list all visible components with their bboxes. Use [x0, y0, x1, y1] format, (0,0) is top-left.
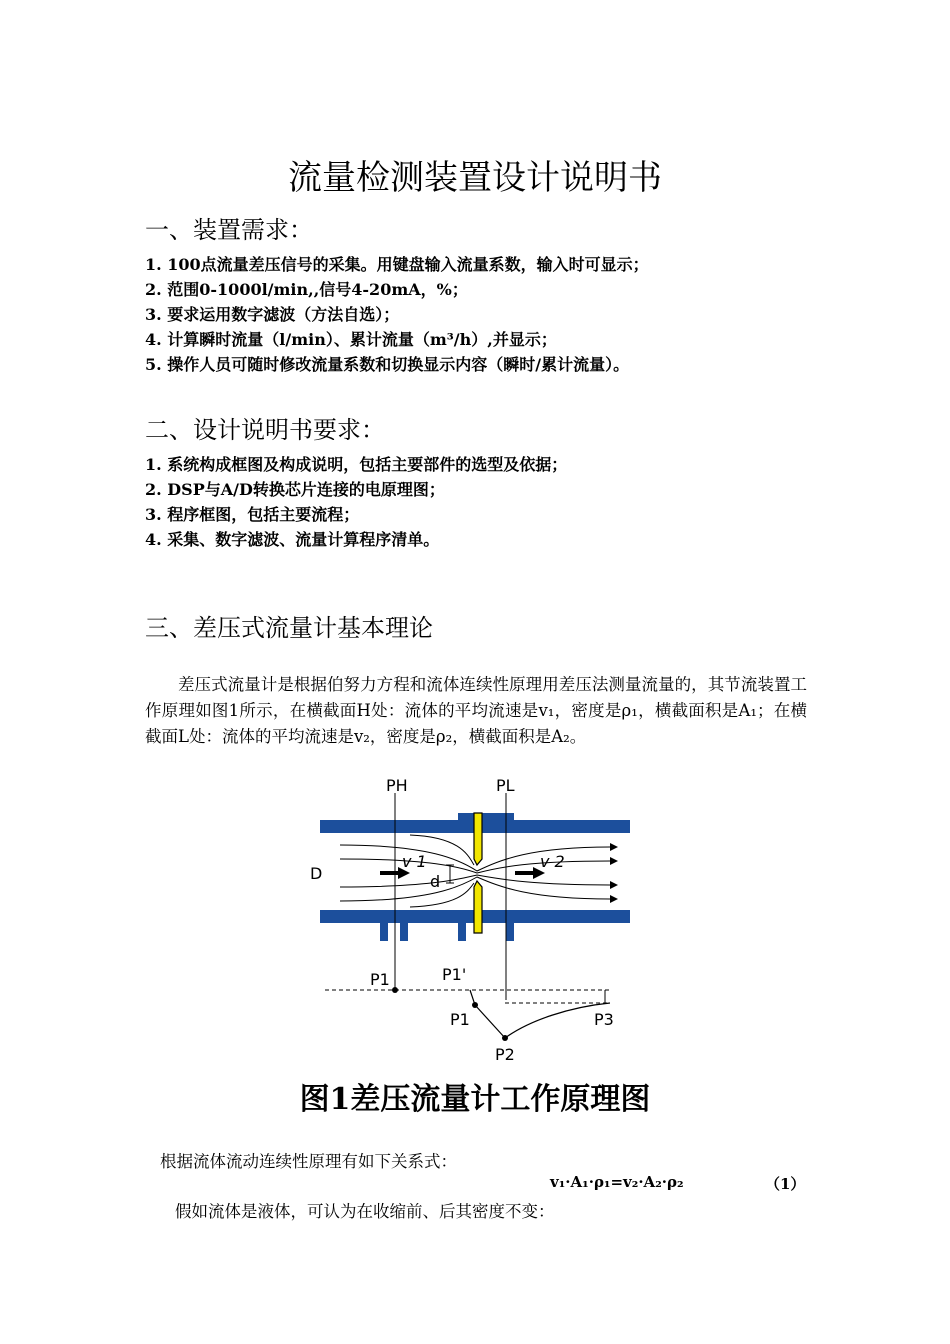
theory-paragraph: 差压式流量计是根据伯努力方程和流体连续性原理用差压法测量流量的，其节流装置工作原理如图1所示，在横截面H处：流体的平均流速是v₁，密度是ρ₁，横截面积是A₁；在横截面L处：流体的平均流速是v₂，密度是ρ₂，横截面积是A₂。 [145, 675, 807, 746]
label-v1: v 1 [402, 852, 427, 871]
liquid-assumption: 假如流体是液体，可认为在收缩前、后其密度不变： [175, 1202, 555, 1221]
spec-item: 2. DSP与A/D转换芯片连接的电原理图； [145, 480, 445, 499]
tap-left-2 [400, 923, 408, 941]
pressure-curve [470, 990, 610, 1038]
section-heading-theory: 三、差压式流量计基本理论 [145, 614, 433, 642]
flow-arrowheads [610, 843, 618, 903]
page-title: 流量检测装置设计说明书 [288, 158, 662, 198]
spec-item: 4. 采集、数字滤波、流量计算程序清单。 [145, 530, 440, 549]
formula-number: （1） [765, 1175, 806, 1193]
requirement-item: 1. 100点流量差压信号的采集。用键盘输入流量系数，输入时可显示； [145, 255, 649, 274]
label-p1-lower: P1 [450, 1010, 470, 1029]
continuity-intro: 根据流体流动连续性原理有如下关系式： [160, 1152, 457, 1171]
label-v2: v 2 [540, 852, 565, 871]
p2-point [502, 1035, 508, 1041]
orifice-plate-bottom [474, 881, 482, 933]
spec-item: 3. 程序框图，包括主要流程； [145, 505, 360, 524]
requirement-item: 4. 计算瞬时流量（l/min）、累计流量（m³/h）,并显示； [145, 330, 557, 349]
label-ph: PH [386, 776, 408, 795]
requirement-item: 3. 要求运用数字滤波（方法自选）； [145, 305, 400, 324]
tap-right [506, 923, 514, 941]
p1-point [392, 987, 398, 993]
p1-lower-point [472, 1002, 478, 1008]
section-heading-spec: 二、设计说明书要求： [145, 416, 385, 444]
continuity-formula: v₁·A₁·ρ₁=v₂·A₂·ρ₂ [550, 1173, 684, 1191]
tap-left [380, 923, 388, 941]
flowmeter-diagram [310, 775, 640, 1067]
label-pl: PL [496, 776, 515, 795]
label-d-big: D [310, 864, 323, 883]
label-p2: P2 [495, 1045, 515, 1064]
label-p1: P1 [370, 970, 390, 989]
label-p1-prime: P1' [442, 965, 467, 984]
tap-mid [458, 923, 466, 941]
orifice-plate-top [474, 813, 482, 865]
requirement-item: 5. 操作人员可随时修改流量系数和切换显示内容（瞬时/累计流量）。 [145, 355, 630, 374]
requirement-item: 2. 范围0-1000l/min,,信号4-20mA，%； [145, 280, 468, 299]
label-p3: P3 [594, 1010, 614, 1029]
figure-caption: 图1差压流量计工作原理图 [299, 1082, 651, 1117]
spec-item: 1. 系统构成框图及构成说明，包括主要部件的选型及依据； [145, 455, 568, 474]
label-d-small: d [430, 872, 441, 891]
section-heading-requirements: 一、装置需求： [145, 216, 313, 244]
